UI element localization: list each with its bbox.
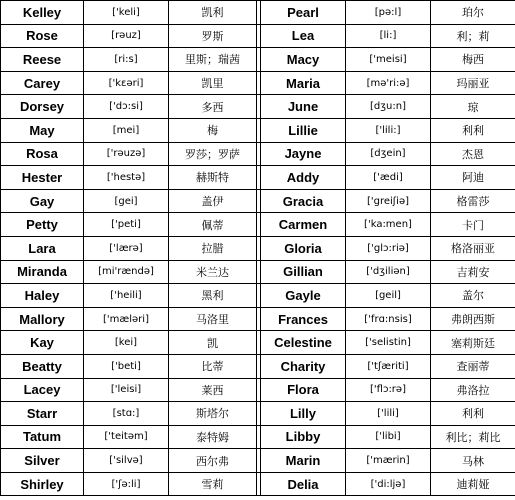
chinese-name-cell: 利；莉 xyxy=(431,24,515,48)
pronunciation-cell: ['heili] xyxy=(84,284,169,308)
chinese-name-cell: 里斯；瑞茜 xyxy=(169,48,257,72)
chinese-name-cell: 杰恩 xyxy=(431,142,515,166)
name-cell: Maria xyxy=(261,71,346,95)
name-cell: May xyxy=(1,118,84,142)
pronunciation-cell: ['dʒiliən] xyxy=(346,260,431,284)
pronunciation-cell: [pə:l] xyxy=(346,1,431,25)
table-row xyxy=(1,48,515,72)
chinese-name-cell: 塞莉斯廷 xyxy=(431,331,515,355)
name-cell: Pearl xyxy=(261,1,346,25)
table-row xyxy=(1,307,515,331)
pronunciation-cell: ['di:ljə] xyxy=(346,472,431,496)
name-cell: Lara xyxy=(1,236,84,260)
table-row xyxy=(1,284,515,308)
name-cell: Hester xyxy=(1,166,84,190)
pronunciation-cell: ['lærə] xyxy=(84,236,169,260)
table-row xyxy=(1,236,515,260)
pronunciation-cell: [mi'rændə] xyxy=(84,260,169,284)
chinese-name-cell: 玛丽亚 xyxy=(431,71,515,95)
chinese-name-cell: 格雷莎 xyxy=(431,189,515,213)
pronunciation-cell: [dʒein] xyxy=(346,142,431,166)
pronunciation-cell: ['keli] xyxy=(84,1,169,25)
pronunciation-cell: ['libi] xyxy=(346,425,431,449)
name-cell: Gracia xyxy=(261,189,346,213)
chinese-name-cell: 罗莎；罗萨 xyxy=(169,142,257,166)
table-row xyxy=(1,378,515,402)
table-row xyxy=(1,331,515,355)
table-row xyxy=(1,142,515,166)
name-cell: June xyxy=(261,95,346,119)
name-cell: Lilly xyxy=(261,402,346,426)
name-cell: Carey xyxy=(1,71,84,95)
table-row xyxy=(1,260,515,284)
pronunciation-cell: [ri:s] xyxy=(84,48,169,72)
name-cell: Lillie xyxy=(261,118,346,142)
name-cell: Kelley xyxy=(1,1,84,25)
pronunciation-cell: ['dɔ:si] xyxy=(84,95,169,119)
pronunciation-cell: [stɑ:] xyxy=(84,402,169,426)
pronunciation-cell: ['tʃæriti] xyxy=(346,354,431,378)
name-cell: Lea xyxy=(261,24,346,48)
chinese-name-cell: 赫斯特 xyxy=(169,166,257,190)
pronunciation-cell: ['rəuzə] xyxy=(84,142,169,166)
pronunciation-cell: ['lili:] xyxy=(346,118,431,142)
chinese-name-cell: 多西 xyxy=(169,95,257,119)
name-cell: Addy xyxy=(261,166,346,190)
table-row xyxy=(1,449,515,473)
pronunciation-cell: [kei] xyxy=(84,331,169,355)
pronunciation-cell: [rəuz] xyxy=(84,24,169,48)
name-cell: Haley xyxy=(1,284,84,308)
chinese-name-cell: 格洛丽亚 xyxy=(431,236,515,260)
table-row xyxy=(1,95,515,119)
table-row xyxy=(1,71,515,95)
pronunciation-cell: ['selistin] xyxy=(346,331,431,355)
pronunciation-cell: [mei] xyxy=(84,118,169,142)
name-cell: Marin xyxy=(261,449,346,473)
pronunciation-cell: [dʒu:n] xyxy=(346,95,431,119)
name-cell: Gay xyxy=(1,189,84,213)
pronunciation-cell: ['meisi] xyxy=(346,48,431,72)
name-cell: Rosa xyxy=(1,142,84,166)
pronunciation-cell: ['frɑ:nsis] xyxy=(346,307,431,331)
name-cell: Kay xyxy=(1,331,84,355)
name-cell: Mallory xyxy=(1,307,84,331)
pronunciation-cell: [mə'ri:ə] xyxy=(346,71,431,95)
chinese-name-cell: 凯里 xyxy=(169,71,257,95)
pronunciation-cell: ['mærin] xyxy=(346,449,431,473)
name-cell: Petty xyxy=(1,213,84,237)
pronunciation-cell: ['mæləri] xyxy=(84,307,169,331)
chinese-name-cell: 梅 xyxy=(169,118,257,142)
name-cell: Rose xyxy=(1,24,84,48)
chinese-name-cell: 佩蒂 xyxy=(169,213,257,237)
pronunciation-cell: ['peti] xyxy=(84,213,169,237)
chinese-name-cell: 西尔弗 xyxy=(169,449,257,473)
name-cell: Lacey xyxy=(1,378,84,402)
chinese-name-cell: 珀尔 xyxy=(431,1,515,25)
chinese-name-cell: 莱西 xyxy=(169,378,257,402)
pronunciation-cell: ['ʃə:li] xyxy=(84,472,169,496)
chinese-name-cell: 拉腊 xyxy=(169,236,257,260)
name-cell: Gayle xyxy=(261,284,346,308)
name-cell: Carmen xyxy=(261,213,346,237)
chinese-name-cell: 米兰达 xyxy=(169,260,257,284)
pronunciation-cell: ['flɔ:rə] xyxy=(346,378,431,402)
pronunciation-cell: ['glɔ:riə] xyxy=(346,236,431,260)
chinese-name-cell: 利比；莉比 xyxy=(431,425,515,449)
chinese-name-cell: 马林 xyxy=(431,449,515,473)
chinese-name-cell: 阿迪 xyxy=(431,166,515,190)
pronunciation-cell: ['teitəm] xyxy=(84,425,169,449)
table-row xyxy=(1,118,515,142)
chinese-name-cell: 斯塔尔 xyxy=(169,402,257,426)
chinese-name-cell: 马洛里 xyxy=(169,307,257,331)
name-cell: Tatum xyxy=(1,425,84,449)
chinese-name-cell: 罗斯 xyxy=(169,24,257,48)
name-table-body xyxy=(1,1,515,496)
chinese-name-cell: 梅西 xyxy=(431,48,515,72)
table-row xyxy=(1,402,515,426)
pronunciation-cell: ['greiʃiə] xyxy=(346,189,431,213)
chinese-name-cell: 迪莉娅 xyxy=(431,472,515,496)
name-cell: Silver xyxy=(1,449,84,473)
name-cell: Starr xyxy=(1,402,84,426)
name-cell: Libby xyxy=(261,425,346,449)
name-cell: Miranda xyxy=(1,260,84,284)
pronunciation-cell: ['lili] xyxy=(346,402,431,426)
chinese-name-cell: 卡门 xyxy=(431,213,515,237)
name-cell: Dorsey xyxy=(1,95,84,119)
name-cell: Charity xyxy=(261,354,346,378)
name-cell: Beatty xyxy=(1,354,84,378)
pronunciation-cell: [gei] xyxy=(84,189,169,213)
chinese-name-cell: 琼 xyxy=(431,95,515,119)
pronunciation-cell: [geil] xyxy=(346,284,431,308)
pronunciation-cell: ['leisi] xyxy=(84,378,169,402)
pronunciation-cell: ['ædi] xyxy=(346,166,431,190)
chinese-name-cell: 雪莉 xyxy=(169,472,257,496)
name-cell: Gloria xyxy=(261,236,346,260)
chinese-name-cell: 利利 xyxy=(431,402,515,426)
chinese-name-cell: 凯利 xyxy=(169,1,257,25)
pronunciation-cell: ['silvə] xyxy=(84,449,169,473)
name-cell: Frances xyxy=(261,307,346,331)
chinese-name-cell: 盖伊 xyxy=(169,189,257,213)
pronunciation-cell: ['kɛəri] xyxy=(84,71,169,95)
name-cell: Shirley xyxy=(1,472,84,496)
chinese-name-cell: 比蒂 xyxy=(169,354,257,378)
chinese-name-cell: 泰特姆 xyxy=(169,425,257,449)
table-row xyxy=(1,24,515,48)
chinese-name-cell: 利利 xyxy=(431,118,515,142)
chinese-name-cell: 盖尔 xyxy=(431,284,515,308)
pronunciation-cell: ['beti] xyxy=(84,354,169,378)
chinese-name-cell: 吉莉安 xyxy=(431,260,515,284)
name-cell: Flora xyxy=(261,378,346,402)
table-row xyxy=(1,189,515,213)
table-row xyxy=(1,166,515,190)
pronunciation-cell: ['ka:men] xyxy=(346,213,431,237)
pronunciation-cell: [li:] xyxy=(346,24,431,48)
name-cell: Macy xyxy=(261,48,346,72)
name-cell: Gillian xyxy=(261,260,346,284)
chinese-name-cell: 查丽蒂 xyxy=(431,354,515,378)
table-row xyxy=(1,1,515,25)
chinese-name-cell: 凯 xyxy=(169,331,257,355)
name-cell: Celestine xyxy=(261,331,346,355)
table-row xyxy=(1,425,515,449)
chinese-name-cell: 弗洛拉 xyxy=(431,378,515,402)
table-row xyxy=(1,213,515,237)
pronunciation-cell: ['hestə] xyxy=(84,166,169,190)
name-cell: Reese xyxy=(1,48,84,72)
table-row xyxy=(1,354,515,378)
table-row xyxy=(1,472,515,496)
chinese-name-cell: 黑利 xyxy=(169,284,257,308)
name-cell: Jayne xyxy=(261,142,346,166)
name-cell: Delia xyxy=(261,472,346,496)
chinese-name-cell: 弗朗西斯 xyxy=(431,307,515,331)
